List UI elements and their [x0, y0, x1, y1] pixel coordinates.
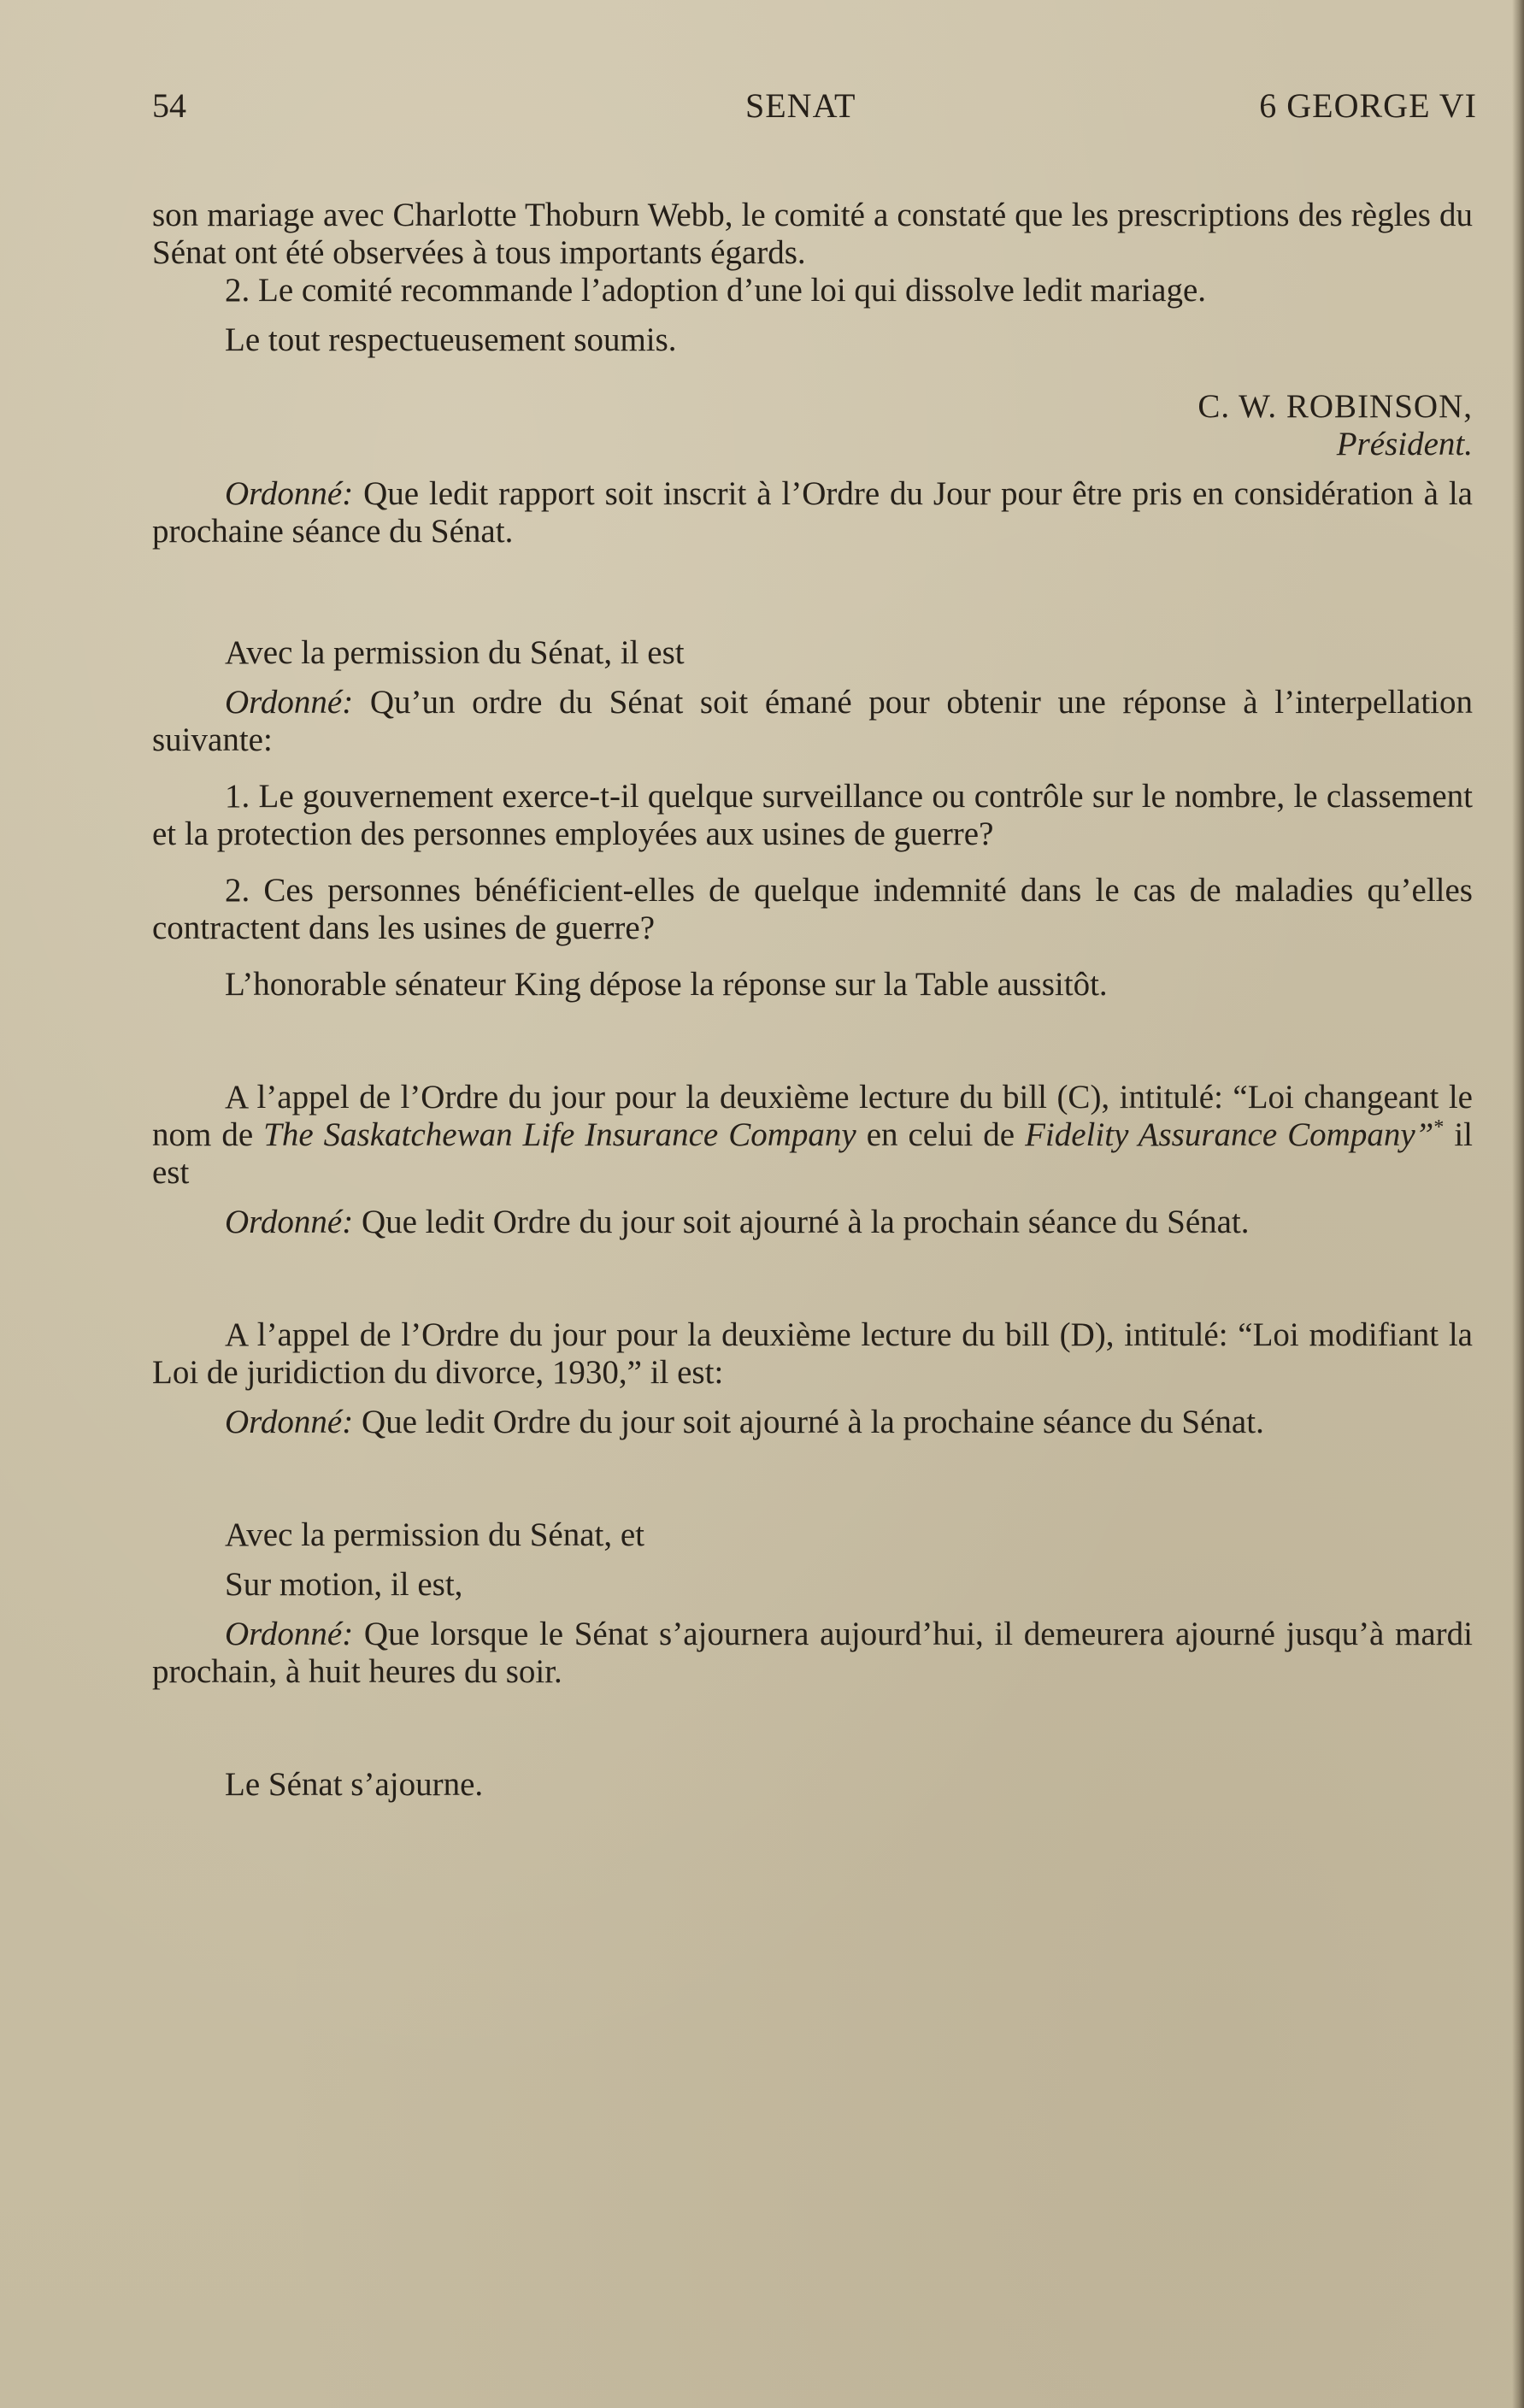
order-label: Ordonné:	[225, 684, 354, 721]
order-label: Ordonné:	[225, 1616, 354, 1652]
order-label: Ordonné:	[225, 1204, 354, 1240]
adjournment-line-2: Sur motion, il est,	[225, 1566, 463, 1603]
bill-c-old-name: The Saskatchewan Life Insurance Company	[263, 1116, 856, 1153]
report-paragraph-1: son mariage avec Charlotte Thoburn Webb, le comité a constaté que les prescriptions des règles du Sénat ont été observées à tous importants égards.	[152, 197, 1473, 271]
bill-c-section	[152, 1079, 1473, 1241]
order-text: Que lorsque le Sénat s’ajournera aujourd’hui, il demeurera ajourné jusqu’à mardi prochain, à huit heures du soir.	[152, 1616, 1473, 1690]
bill-d-paragraph: A l’appel de l’Ordre du jour pour la deuxième lecture du bill (D), intitulé: “Loi modifiant la Loi de juridiction du divorce, 1930,” il est:	[152, 1316, 1473, 1391]
order-text: Que ledit Ordre du jour soit ajourné à la prochaine séance du Sénat.	[353, 1404, 1264, 1440]
bill-c-closing-quote: ”	[1415, 1116, 1434, 1153]
bill-d-section	[152, 1316, 1473, 1441]
running-header	[152, 85, 1477, 137]
bill-c-text-b: en celui de	[856, 1116, 1026, 1153]
committee-report-section	[152, 197, 1473, 550]
page-body	[152, 197, 1473, 1804]
bill-c-order	[152, 1204, 1473, 1241]
bill-c-new-name: Fidelity Assurance Company	[1025, 1116, 1415, 1153]
interpellation-section	[152, 634, 1473, 1004]
adjournment-line-1: Avec la permission du Sénat, et	[225, 1516, 644, 1553]
order-text: Que ledit Ordre du jour soit ajourné à la prochain séance du Sénat.	[353, 1204, 1250, 1240]
order-text: Qu’un ordre du Sénat soit émané pour obtenir une réponse à l’interpellation suivante:	[152, 684, 1473, 758]
page-number: 54	[152, 86, 186, 125]
footnote-mark: *	[1433, 1116, 1445, 1139]
signature-name: C. W. ROBINSON,	[1197, 388, 1473, 425]
interpellation-intro: Avec la permission du Sénat, il est	[225, 634, 685, 671]
page-edge-shadow	[1512, 0, 1524, 2408]
order-label: Ordonné:	[225, 1404, 354, 1440]
bill-d-order	[152, 1404, 1473, 1441]
report-order	[152, 475, 1473, 550]
bill-c-paragraph	[152, 1079, 1473, 1192]
interpellation-order	[152, 684, 1473, 759]
header-regnal-year: 6 GEORGE VI	[1259, 86, 1477, 125]
adjournment-section	[152, 1516, 1473, 1804]
question-1: 1. Le gouvernement exerce-t-il quelque surveillance ou contrôle sur le nombre, le classement et la protection des personnes employées aux usines de guerre?	[152, 778, 1473, 852]
bill-c-text-a: A l’appel de l’Ordre du jour pour la deuxième lecture du bill (C), intitulé: “Loi changeant le nom de	[152, 1079, 1473, 1153]
adjournment-order	[152, 1616, 1473, 1691]
question-2: 2. Ces personnes bénéficient-elles de quelque indemnité dans le cas de maladies qu’elles contractent dans les usines de guerre?	[152, 872, 1473, 946]
answer-statement: L’honorable sénateur King dépose la réponse sur la Table aussitôt.	[225, 966, 1108, 1003]
header-title: SENAT	[745, 86, 856, 125]
report-paragraph-2: 2. Le comité recommande l’adoption d’une loi qui dissolve ledit mariage.	[225, 272, 1207, 309]
signature-title: Président.	[1336, 426, 1473, 462]
report-closing: Le tout respectueusement soumis.	[225, 321, 677, 358]
order-text: Que ledit rapport soit inscrit à l’Ordre du Jour pour être pris en considération à la prochaine séance du Sénat.	[152, 475, 1473, 550]
order-label: Ordonné:	[225, 475, 354, 512]
senate-adjourns: Le Sénat s’ajourne.	[225, 1766, 484, 1803]
bill-c-text-c: il est	[152, 1116, 1473, 1191]
